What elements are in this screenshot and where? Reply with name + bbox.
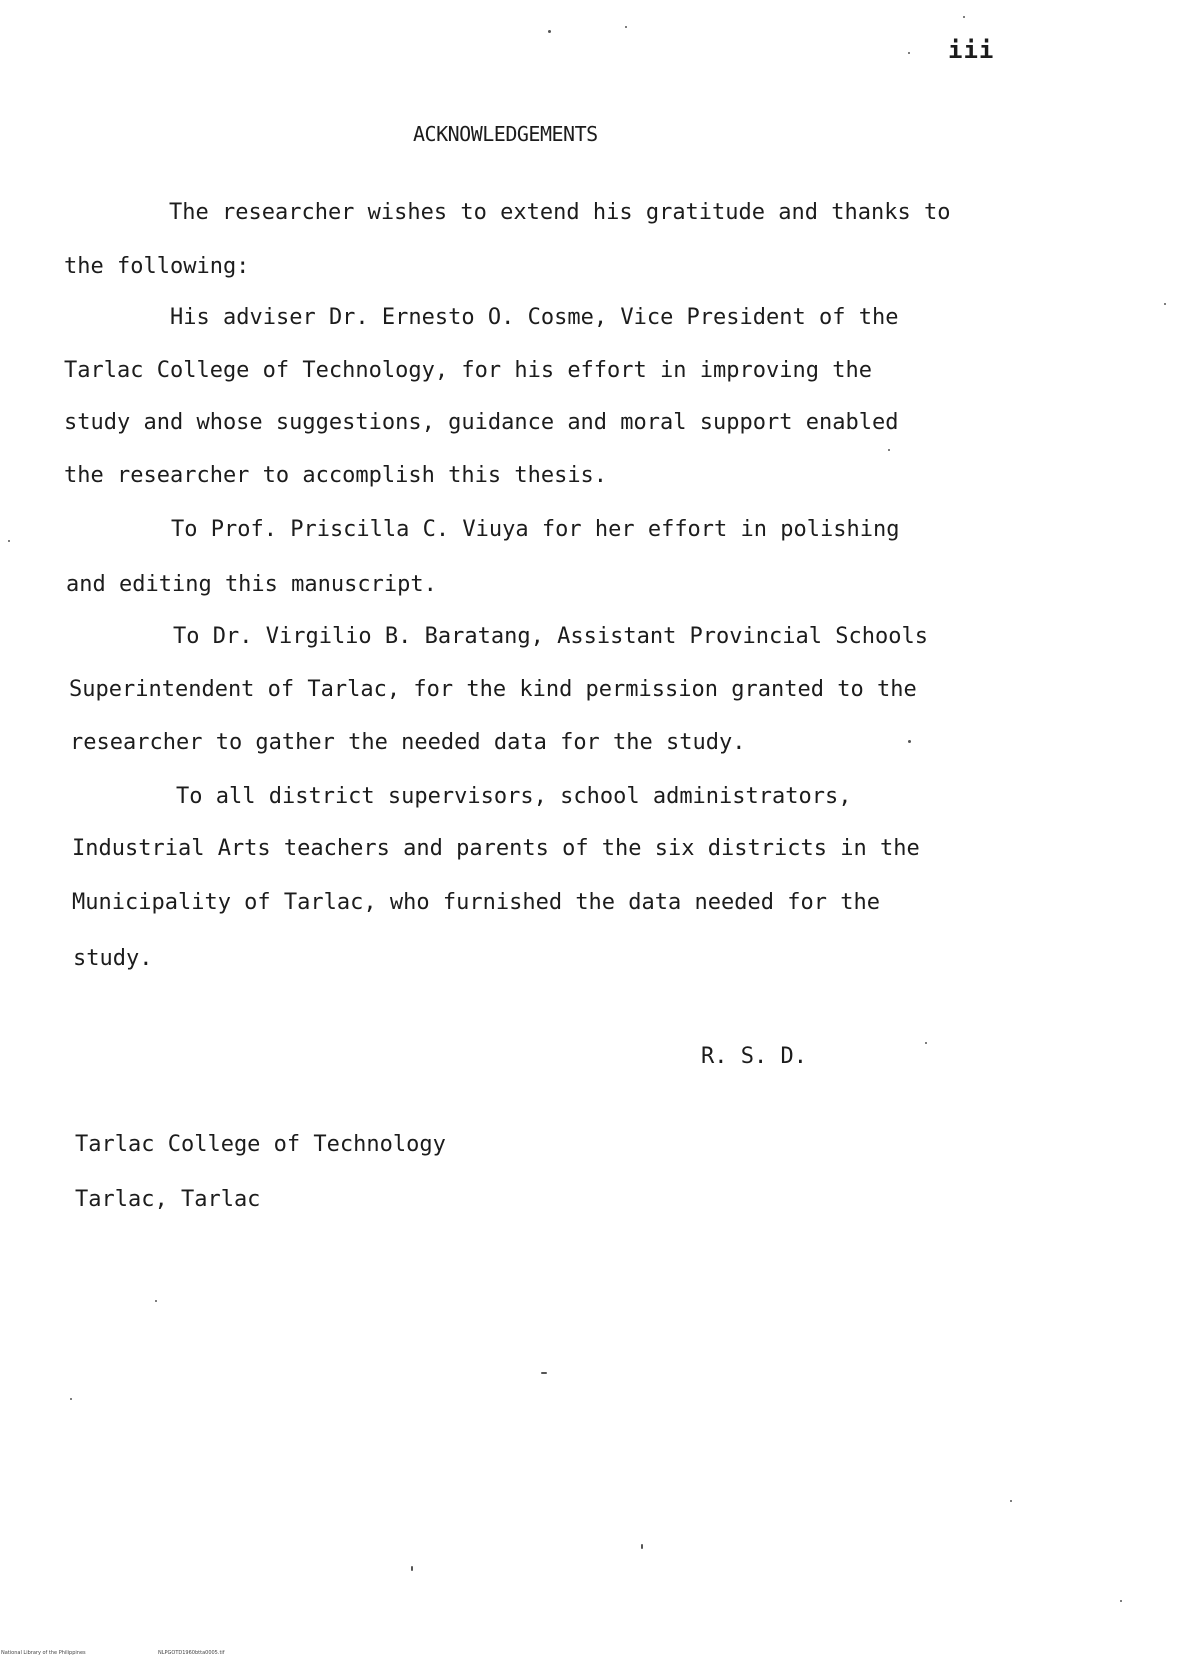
scan-speck bbox=[1010, 1500, 1012, 1502]
address-line: Tarlac, Tarlac bbox=[75, 1187, 261, 1212]
body-line: Superintendent of Tarlac, for the kind permission granted to the bbox=[69, 677, 917, 702]
body-line: The researcher wishes to extend his gratitude and thanks to bbox=[169, 200, 951, 225]
scan-speck bbox=[925, 1042, 927, 1044]
scan-speck bbox=[155, 1300, 157, 1302]
address-line: Tarlac College of Technology bbox=[75, 1132, 446, 1157]
page-title: ACKNOWLEDGEMENTS bbox=[413, 122, 598, 146]
scan-speck bbox=[963, 16, 965, 18]
scan-speck bbox=[908, 52, 910, 54]
signature-initials: R. S. D. bbox=[701, 1044, 807, 1069]
body-line: study. bbox=[73, 946, 153, 971]
scan-speck bbox=[70, 1398, 72, 1400]
footer-library: National Library of the Philippines bbox=[1, 1650, 86, 1656]
body-line: To Dr. Virgilio B. Baratang, Assistant Provincial Schools bbox=[173, 624, 928, 649]
body-line: and editing this manuscript. bbox=[66, 572, 437, 597]
body-line: the researcher to accomplish this thesis. bbox=[64, 463, 608, 488]
scan-speck bbox=[908, 740, 911, 743]
body-line: study and whose suggestions, guidance and moral support enabled bbox=[64, 410, 899, 435]
footer-file: NLPGOTD1960btta0005.tif bbox=[158, 1650, 225, 1656]
scan-speck bbox=[8, 540, 10, 542]
page-number: iii bbox=[948, 36, 995, 64]
scan-speck bbox=[888, 449, 890, 451]
scan-speck bbox=[1120, 1600, 1122, 1602]
body-line: the following: bbox=[64, 254, 250, 279]
body-line: Industrial Arts teachers and parents of the six districts in the bbox=[72, 836, 920, 861]
scan-speck bbox=[548, 30, 551, 33]
body-line: Municipality of Tarlac, who furnished the data needed for the bbox=[72, 890, 880, 915]
scan-speck bbox=[641, 1544, 643, 1549]
body-line: To Prof. Priscilla C. Viuya for her effort in polishing bbox=[171, 517, 900, 542]
body-line: Tarlac College of Technology, for his effort in improving the bbox=[64, 358, 872, 383]
body-line: To all district supervisors, school administrators, bbox=[176, 784, 852, 809]
scan-speck bbox=[1164, 303, 1166, 305]
scan-speck bbox=[411, 1566, 413, 1571]
body-line: His adviser Dr. Ernesto O. Cosme, Vice President of the bbox=[170, 305, 899, 330]
scan-speck bbox=[625, 26, 627, 28]
scan-speck bbox=[541, 1372, 547, 1374]
body-line: researcher to gather the needed data for the study. bbox=[70, 730, 746, 755]
